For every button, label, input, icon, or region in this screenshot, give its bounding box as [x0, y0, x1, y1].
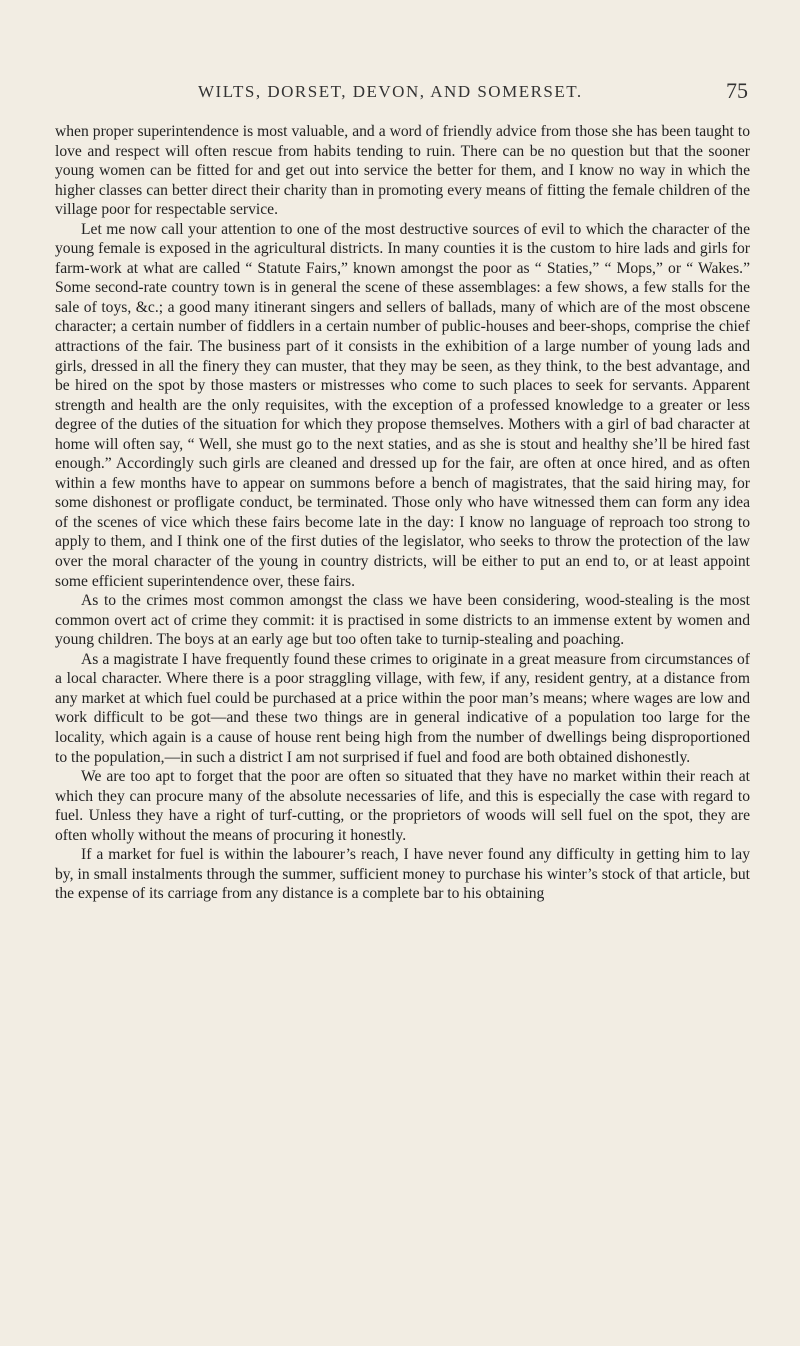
page-number: 75 — [726, 78, 748, 103]
paragraph-labourer: If a market for fuel is within the labourer’s reach, I have never found any difficulty in getting him to lay by, in small instalments through the summer, sufficient money to purchase his winter’s stock of that article, but the expense of its carriage from any distance is a complete bar to his obtaining — [55, 846, 750, 903]
paragraph-common-crimes: As to the crimes most common amongst the class we have been considering, wood-stealing is the most common overt act of crime they commit: it is practised in some districts to an immense extent by women and young children. The boys at an early age but too often take to turnip-stealing and poaching. — [55, 592, 750, 649]
running-head: WILTS, DORSET, DEVON, AND SOMERSET. — [198, 82, 583, 101]
paragraph-fuel-market: We are too apt to forget that the poor are often so situated that they have no market within their reach at which they can procure many of the absolute necessaries of life, and this is especially the case with regard to fuel. Unless they have a right of turf-cutting, or the proprietors of woods will sell fuel on the spot, they are often wholly without the means of procuring it honestly. — [55, 768, 750, 844]
paragraph-magistrate: As a magistrate I have frequently found these crimes to originate in a great measure from circumstances of a local character. Where there is a poor straggling village, with few, if any, resident gentry, at a distance from any market at which fuel could be purchased at a price within the poor man’s means; where wages are low and work difficult to be got—and these two things are in general indicative of a population too large for the locality, which again is a cause of house rent being high from the number of dwellings being disproportioned to the population,—in such a district I am not surprised if fuel and food are both obtained dishonestly. — [55, 650, 750, 766]
paragraph-continuation: when proper superintendence is most valuable, and a word of friendly advice from those she has been taught to love and respect will often rescue from habits tending to ruin. There can be no question but that the sooner young women can be fitted for and get out into service the better for them, and I know no way in which the higher classes can better direct their charity than in promoting every means of fitting the female children of the village poor for respectable service. — [55, 123, 750, 219]
body-text — [55, 122, 750, 904]
page-header — [58, 78, 748, 112]
paragraph-statute-fairs: Let me now call your attention to one of the most destructive sources of evil to which the character of the young female is exposed in the agricultural districts. In many counties it is the custom to hire lads and girls for farm-work at what are called “ Statute Fairs,” known amongst the poor as “ Staties,” “ Mops,” or “ Wakes.” Some second-rate country town is in general the scene of these assemblages: a few shows, a few stalls for the sale of toys, &c.; a good many itinerant singers and sellers of ballads, many of which are of the most obscene character; a certain number of fiddlers in a certain number of public-houses and beer-shops, comprise the chief attractions of the fair. The business part of it consists in the exhibition of a large number of young lads and girls, dressed in all the finery they can muster, that they may be seen, as they think, to the best advantage, and be hired on the spot by those masters or mistresses who come to such places to seek for servants. Apparent strength and health are the only requisites, with the exception of a professed knowledge to a greater or less degree of the duties of the situation for which they propose themselves. Mothers with a girl of bad character at home will often say, “ Well, she must go to the next staties, and as she is stout and healthy she’ll be hired fast enough.” Accordingly such girls are cleaned and dressed up for the fair, are often at once hired, and as often within a few months have to appear on summons before a bench of magistrates, that the said hiring may, for some dishonest or profligate conduct, be terminated. Those only who have witnessed them can form any idea of the scenes of vice which these fairs become late in the day: I know no language of reproach too strong to apply to them, and I think one of the first duties of the legislator, who seeks to throw the protection of the law over the moral character of the young in country districts, will be either to put an end to, or at least appoint some efficient superintendence over, these fairs. — [55, 220, 750, 590]
